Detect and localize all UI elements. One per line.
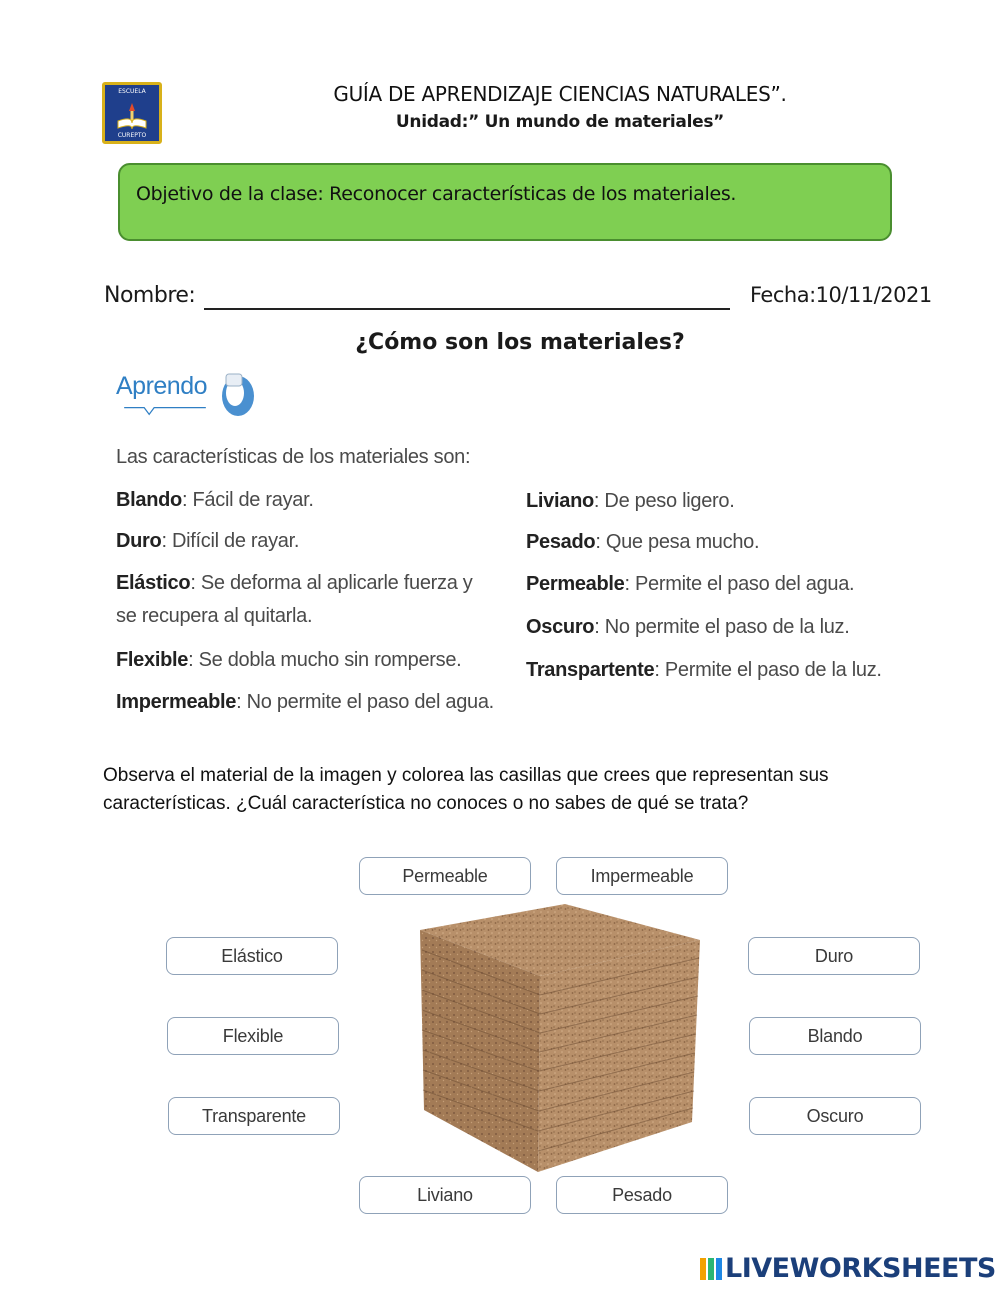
option-blando[interactable]: Blando (749, 1017, 921, 1055)
definition-item (116, 567, 486, 633)
definition-term: Transpartente (526, 659, 655, 681)
instructions-text: Observa el material de la imagen y colorea las casillas que crees que representan sus características. ¿Cuál característica no conoces o no sabes de qué se trata? (103, 765, 829, 814)
definition-text: : Se dobla mucho sin romperse. (188, 649, 462, 671)
watermark-text: LIVEWORKSHEETS (725, 1253, 996, 1284)
option-impermeable[interactable]: Impermeable (556, 857, 728, 895)
definition-text: : No permite el paso del agua. (236, 691, 494, 713)
objective-text: Objetivo de la clase: Reconocer características de los materiales. (136, 183, 737, 205)
definition-term: Oscuro (526, 616, 595, 638)
definition-item (526, 526, 759, 559)
definition-term: Elástico (116, 572, 191, 594)
objective-box (118, 163, 892, 241)
definition-item (526, 568, 854, 601)
definition-text: : Que pesa mucho. (595, 531, 760, 553)
liveworksheets-logo-icon (700, 1258, 722, 1280)
option-elastico[interactable]: Elástico (166, 937, 338, 975)
definition-text: : Difícil de rayar. (161, 530, 300, 552)
definition-item (526, 611, 850, 644)
definition-item (116, 686, 494, 719)
liveworksheets-watermark (700, 1253, 996, 1284)
name-input-line[interactable] (204, 308, 730, 310)
logo-text-top: ESCUELA (118, 88, 146, 95)
definition-text: : Permite el paso de la luz. (654, 659, 882, 681)
option-transparente[interactable]: Transparente (168, 1097, 340, 1135)
definition-item (116, 484, 314, 517)
definition-term: Pesado (526, 531, 596, 553)
definition-term: Liviano (526, 490, 594, 512)
unit-title: Unidad:” Un mundo de materiales” (395, 112, 725, 132)
book-torch-icon (115, 101, 149, 131)
lightbulb-icon (216, 370, 258, 420)
aprendo-intro: Las características de los materiales son: (116, 446, 471, 468)
definition-text: : Fácil de rayar. (181, 489, 314, 511)
logo-text-bottom: CUREPTO (117, 132, 147, 139)
option-pesado[interactable]: Pesado (556, 1176, 728, 1214)
definition-term: Impermeable (116, 691, 237, 713)
definition-item (116, 644, 461, 677)
speech-underline-icon (116, 406, 214, 416)
definition-text: : Se deforma al aplicarle fuerza y se recupera al quitarla. (116, 572, 473, 627)
school-logo (102, 82, 162, 144)
option-oscuro[interactable]: Oscuro (749, 1097, 921, 1135)
name-label: Nombre: (104, 283, 196, 308)
worksheet-title: GUÍA DE APRENDIZAJE CIENCIAS NATURALES”. (333, 82, 787, 106)
definition-text: : No permite el paso de la luz. (594, 616, 850, 638)
cork-cube-image (410, 900, 710, 1178)
date-label: Fecha:10/11/2021 (750, 283, 932, 307)
definition-term: Duro (116, 530, 162, 552)
definition-item (526, 654, 882, 687)
aprendo-label: Aprendo (116, 372, 208, 400)
definition-term: Blando (116, 489, 182, 511)
definition-item (116, 525, 299, 558)
option-permeable[interactable]: Permeable (359, 857, 531, 895)
option-liviano[interactable]: Liviano (359, 1176, 531, 1214)
definition-text: : De peso ligero. (593, 490, 735, 512)
option-flexible[interactable]: Flexible (167, 1017, 339, 1055)
section-question: ¿Cómo son los materiales? (355, 330, 685, 355)
definition-term: Permeable (526, 573, 625, 595)
definition-term: Flexible (116, 649, 189, 671)
definition-text: : Permite el paso del agua. (624, 573, 855, 595)
option-duro[interactable]: Duro (748, 937, 920, 975)
definition-item (526, 485, 734, 518)
